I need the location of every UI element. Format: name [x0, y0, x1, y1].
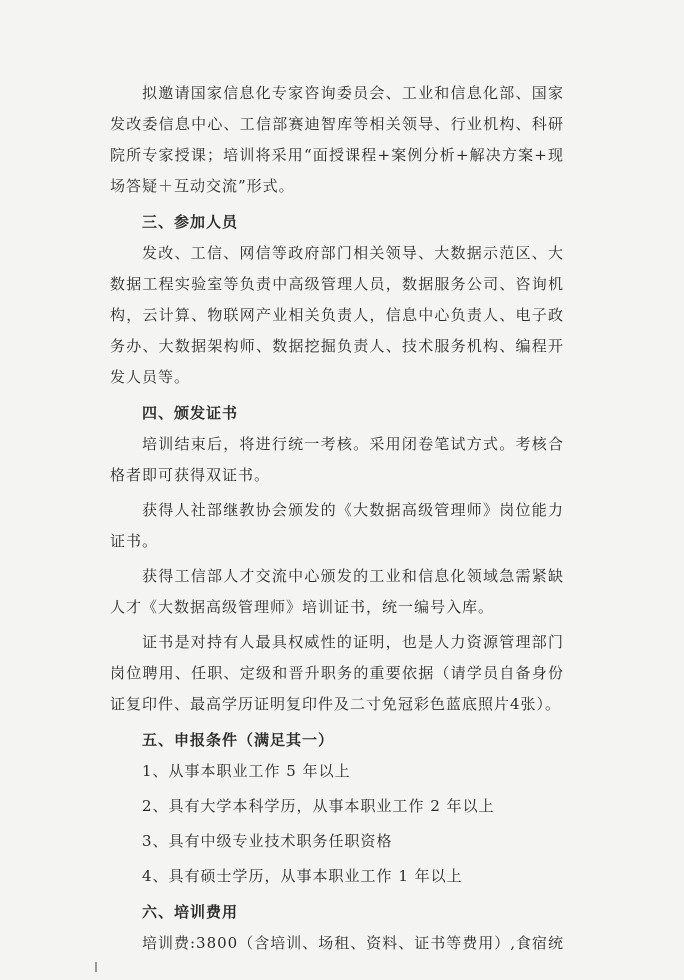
heading-certificates: 四、颁发证书	[142, 404, 239, 422]
paragraph-certificate-miit: 获得工信部人才交流中心颁发的工业和信息化领域急需紧缺人才《大数据高级管理师》培训证书，统一编号入库。	[110, 567, 564, 616]
condition-item-4: 4、具有硕士学历，从事本职业工作 1 年以上	[142, 867, 463, 885]
paragraph-certificate-authority: 证书是对持有人最具权威性的证明，也是人力资源管理部门岗位聘用、任职、定级和晋升职务的重要依据（请学员自备身份证复印件、最高学历证明复印件及二寸免冠彩色蓝底照片4张）。	[110, 633, 564, 713]
heading-application-conditions: 五、申报条件（满足其一）	[142, 731, 335, 749]
heading-training-fee: 六、培训费用	[142, 903, 239, 921]
condition-item-1: 1、从事本职业工作 5 年以上	[142, 762, 351, 780]
paragraph-assessment: 培训结束后，将进行统一考核。采用闭卷笔试方式。考核合格者即可获得双证书。	[110, 435, 564, 484]
paragraph-training-fee: 培训费:3800（含培训、场租、资料、证书等费用）,食宿统	[142, 934, 564, 952]
condition-item-3: 3、具有中级专业技术职务任职资格	[142, 832, 393, 850]
paragraph-certificate-hrss: 获得人社部继教协会颁发的《大数据高级管理师》岗位能力证书。	[110, 501, 564, 550]
heading-participants: 三、参加人员	[142, 213, 239, 231]
paragraph-participants: 发改、工信、网信等政府部门相关领导、大数据示范区、大数据工程实验室等负责中高级管理人员，数据服务公司、咨询机构，云计算、物联网产业相关负责人，信息中心负责人、电子政务办、大数据架构师、数据挖掘负责人、技术服务机构、编程开发人员等。	[110, 244, 564, 386]
scan-mark	[95, 962, 97, 972]
paragraph-lecturers: 拟邀请国家信息化专家咨询委员会、工业和信息化部、国家发改委信息中心、工信部赛迪智库等相关领导、行业机构、科研院所专家授课；培训将采用“面授课程+案例分析+解决方案+现场答疑＋互动交流”形式。	[110, 84, 564, 195]
condition-item-2: 2、具有大学本科学历，从事本职业工作 2 年以上	[142, 797, 495, 815]
